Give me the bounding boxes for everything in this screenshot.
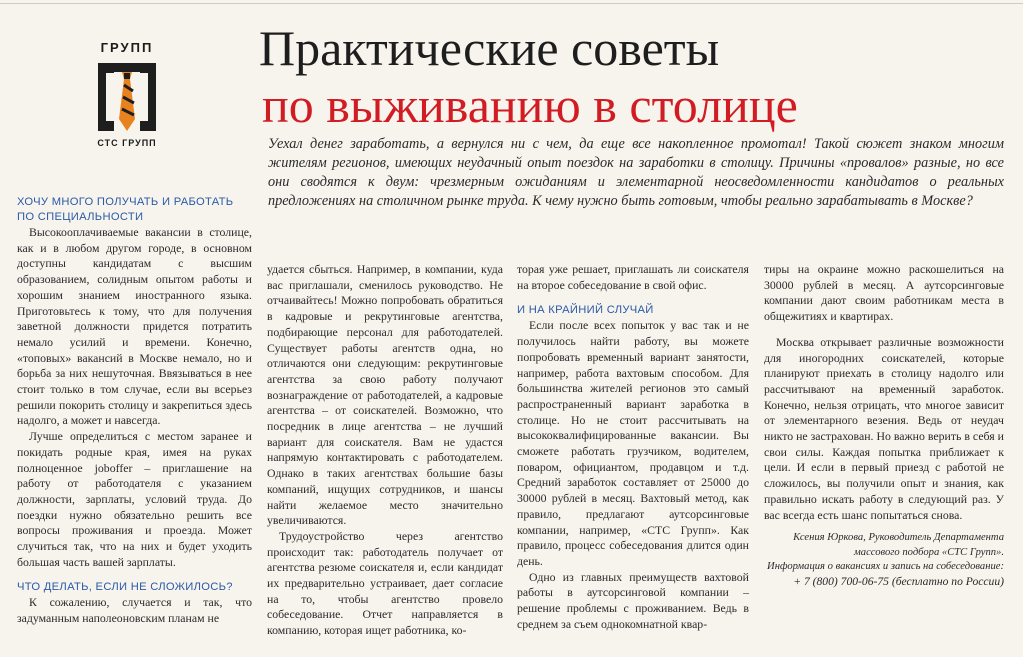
paragraph: Если после всех попыток у вас так и не получилось найти работу, вы можете попробовать временный вариант занятости, например, работа вахтовым способом. Для большинства жителей регионов это самый распространенный вариант заработка в столице. Но не стоит рассчитывать на высококвалифицированные вакансии. Вы сможете работать грузчиком, водителем, поваром, официантом, продавцом и т.д. Средний заработок составляет от 25000 до 30000 рублей в месяц. Вахтовый метод, как правило, предлагают аутсорсинговые компании, например, «СТС Групп». Как правило, процесс собеседования длится один день. — [517, 318, 749, 568]
column-3 — [517, 262, 749, 632]
paragraph: Высокооплачиваемые вакансии в столице, как и в любом другом городе, в основном доступны кандидатам с высшим образованием, солидным опытом работы и хорошим знанием иностранного языка. Приготовьтесь к тому, что для получения заветной должности придется потратить немало усилий и времени. Конечно, «топовых» вакансий в Москве немало, но и борьба за них нешуточная. Ввязываться в нее стоит только в том случае, если вы всерьез решили покорить столицу и закрепиться здесь надолго, а может и навсегда. — [17, 225, 252, 428]
logo-top-text: ГРУПП — [100, 40, 154, 55]
paragraph: К сожалению, случается и так, что задуманным наполеоновским планам не — [17, 595, 252, 626]
spacer — [517, 293, 749, 303]
column-1 — [17, 195, 252, 627]
lead-paragraph: Уехал денег заработать, а вернулся ни с чем, да еще все накопленное промотал! Такой сюжет знаком многим жителям регионов, имеющих неудачный опыт поездок на заработки в столицу. Причины «провалов» разные, но все они сводятся к двум: чрезмерным ожиданиям и элементарной неосведомленности кандидатов о реальных предложениях на столичном рынке труда. К чему нужно быть готовым, чтобы реально зарабатывать в Москве? — [268, 136, 1004, 209]
heading-last-resort: И НА КРАЙНИЙ СЛУЧАЙ — [517, 304, 654, 317]
heading-what-to-do: ЧТО ДЕЛАТЬ, ЕСЛИ НЕ СЛОЖИЛОСЬ? — [17, 581, 233, 594]
author-credit — [764, 531, 1004, 589]
paragraph: Трудоустройство через агентство происходит так: работодатель получает от агентства резюме соискателя и, если кандидат их предварительно устраивает, дает согласие на то, чтобы агентство провело собеседование. Отчет направляется в компанию, которая ищет работника, ко- — [267, 528, 503, 638]
paragraph: удается сбыться. Например, в компании, куда вас приглашали, сменилось руководство. Не отчаивайтесь! Можно попробовать обратиться в кадровые и рекрутинговые агентства, подбирающие персонал для работодателей. Существует работы агентств одна, но отличаются они следующим: рекрутинговые агентства за свою работу получают вознаграждение от работодателей, а кадровые агентства – от соискателей. Возможно, что посредник в лице агентства – не лучший вариант для соискателя. Вам не удастся напрямую контактировать с работодателем. Однако в таких агентствах большие базы компаний, ищущих сотрудников, и шансы найти желаемое место значительно увеличиваются. — [267, 262, 503, 528]
top-rule — [0, 3, 1023, 4]
credit-phone: + 7 (800) 700-06-75 (бесплатно по России) — [793, 574, 1004, 588]
paragraph: Одно из главных преимуществ вахтовой работы в аутсорсинговой компании – решение проблемы с проживанием. Ведь в среднем за съем однокомнатной квар- — [517, 569, 749, 631]
spacer — [17, 570, 252, 580]
column-4 — [764, 262, 1004, 589]
paragraph: торая уже решает, приглашать ли соискателя на второе собеседование в свой офис. — [517, 262, 749, 292]
title-line-2: по выживанию в столице — [262, 77, 798, 133]
column-2 — [267, 262, 503, 639]
spacer — [764, 325, 1004, 335]
title-line-1: Практические советы — [259, 20, 720, 76]
credit-info: Информация о вакансиях и запись на собеседование: — [767, 561, 1004, 573]
logo-bottom-text: СТС ГРУПП — [97, 138, 157, 148]
logo-mark-icon — [94, 57, 160, 137]
heading-want-more: ХОЧУ МНОГО ПОЛУЧАТЬ И РАБОТАТЬ ПО СПЕЦИАЛЬНОСТИ — [17, 196, 234, 223]
credit-author: Ксения Юркова, Руководитель Департамента массового подбора «СТС Групп». — [793, 532, 1004, 558]
paragraph: Лучше определиться с местом заранее и покидать родные края, имея на руках полноценное joboffer – приглашение на работу от работодателя с указанием должности, зарплаты, условий труда. До поездки нужно обязательно решить все вопросы проживания и проезда. Может случиться так, что на них и будет уходить большая часть вашей зарплаты. — [17, 429, 252, 569]
stc-group-logo — [92, 40, 162, 156]
paragraph: тиры на окраине можно раскошелиться на 30000 рублей в месяц. А аутсорсинговые компании дают своим работникам места в общежитиях и квартирах. — [764, 262, 1004, 324]
paragraph: Москва открывает различные возможности для иногородних соискателей, которые планируют приехать в столицу надолго или рассчитывают на временный заработок. Конечно, нельзя отрицать, что многое зависит от элементарного везения. Ведь от неудач никто не застрахован. Но важно верить в себя и свои силы. Каждая попытка приближает к цели. И если в первый приезд с работой не сложилось, вы получили опыт и знания, как правильно искать работу в следующий раз. У вас всегда есть шанс попытаться снова. — [764, 334, 1004, 522]
